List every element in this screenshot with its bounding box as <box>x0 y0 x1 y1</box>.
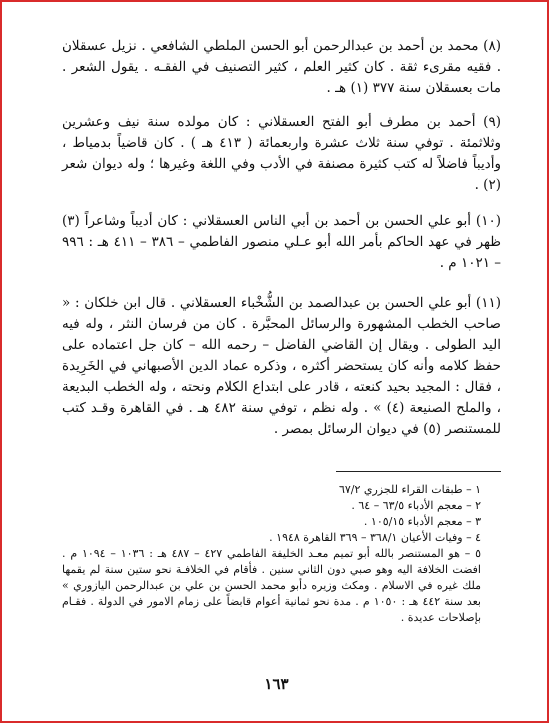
footnote-4: ٤ – وفيات الأعيان ٣٦٨/١ – ٣٦٩ القاهرة ١٩٤٨ . <box>269 531 481 544</box>
footnote-5: ٥ – هو المستنصر بالله أبو تميم معـد الخليفة الفاطمي ٤٢٧ – ٤٨٧ هـ : ١٠٣٦ – ١٠٩٤ م . افضت الخلافة اليه وهو صبي دون الثاني سنين . فأقام في الخلافـة نحو ستين سنة لم يقمها ملك غيره في الاسلام . ومكث وزيره دأبو محمد الحسن بن علي بن عبدالرحمن اليازوري » بعد سنة ٤٤٢ هـ : ١٠٥٠ م . مدة نحو ثمانية أعوام قابضاً على زمام الامور في الدولة . فقـام بإصلاحات عديدة . <box>62 547 481 624</box>
entry-11: (١١) أبو علي الحسن بن عبدالصمد بن الشُّخْباء العسقلاني . قال ابن خلكان : « صاحب الخطب المشهورة والرسائل المحبَّرة . كان من فرسان النثر ، وله فيه اليد الطولى . ويقال إن القاضي الفاضل – رحمه الله – كان جل اعتماده على حفظ كلامه وأنه كان يستحضر أكثره ، وذكره عماد الدين الأصبهاني في الخَرِيدة ، فقال : المجيد بحيد كنعته ، قادر على ابتداع الكلام ونحته ، وله الخطب البديعة ، والملح الصنيعة (٤) » . وله نظم ، توفي سنة ٤٨٢ هـ . في القاهرة وقـد كتب للمستنصر (٥) في ديوان الرسائل بمصر . <box>62 294 501 437</box>
entry-8: (٨) محمد بن أحمد بن عبدالرحمن أبو الحسن الملطي الشافعي . نزيل عسقلان . فقيه مقرىء ثقة . كان كثير العلم ، كثير التصنيف في الفقـه . يقول الشعر . مات بعسقلان سنة ٣٧٧ (١) هـ . <box>62 37 501 96</box>
footnote-divider <box>336 471 501 472</box>
entry-9: (٩) أحمد بن مطرف أبو الفتح العسقلاني : كان مولده سنة نيف وعشرين وثلاثمئة . توفي سنة ثلاث عشرة واربعمائة ( ٤١٣ هـ ) . كان قاضياً بدمياط ، وأديباً فاضلاً له كتب كثيرة مصنفة في الأدب وفي اللغة وغيرها ؛ وله ديوان شعر (٢) . <box>62 113 501 193</box>
entry-10: (١٠) أبو علي الحسن بن أحمد بن أبي الناس العسقلاني : كان أديباً وشاعراً (٣) ظهر في عهد الحاكم بأمر الله أبو عـلي منصور الفاطمي – ٣٨٦ – ٤١١ هـ : ٩٩٦ – ١٠٢١ م . <box>62 212 502 271</box>
page-number: ١٦٣ <box>264 675 289 693</box>
footnote-3: ٣ – معجم الأدباء ١٠٥/١٥ . <box>363 515 481 528</box>
footnotes <box>62 482 481 626</box>
footnote-2: ٢ – معجم الأدباء ٦٣/٥ – ٦٤ . <box>351 499 481 512</box>
document-page <box>2 2 549 725</box>
footnote-1: ١ – طبقات القراء للجزري ٦٧/٢ <box>338 483 481 496</box>
